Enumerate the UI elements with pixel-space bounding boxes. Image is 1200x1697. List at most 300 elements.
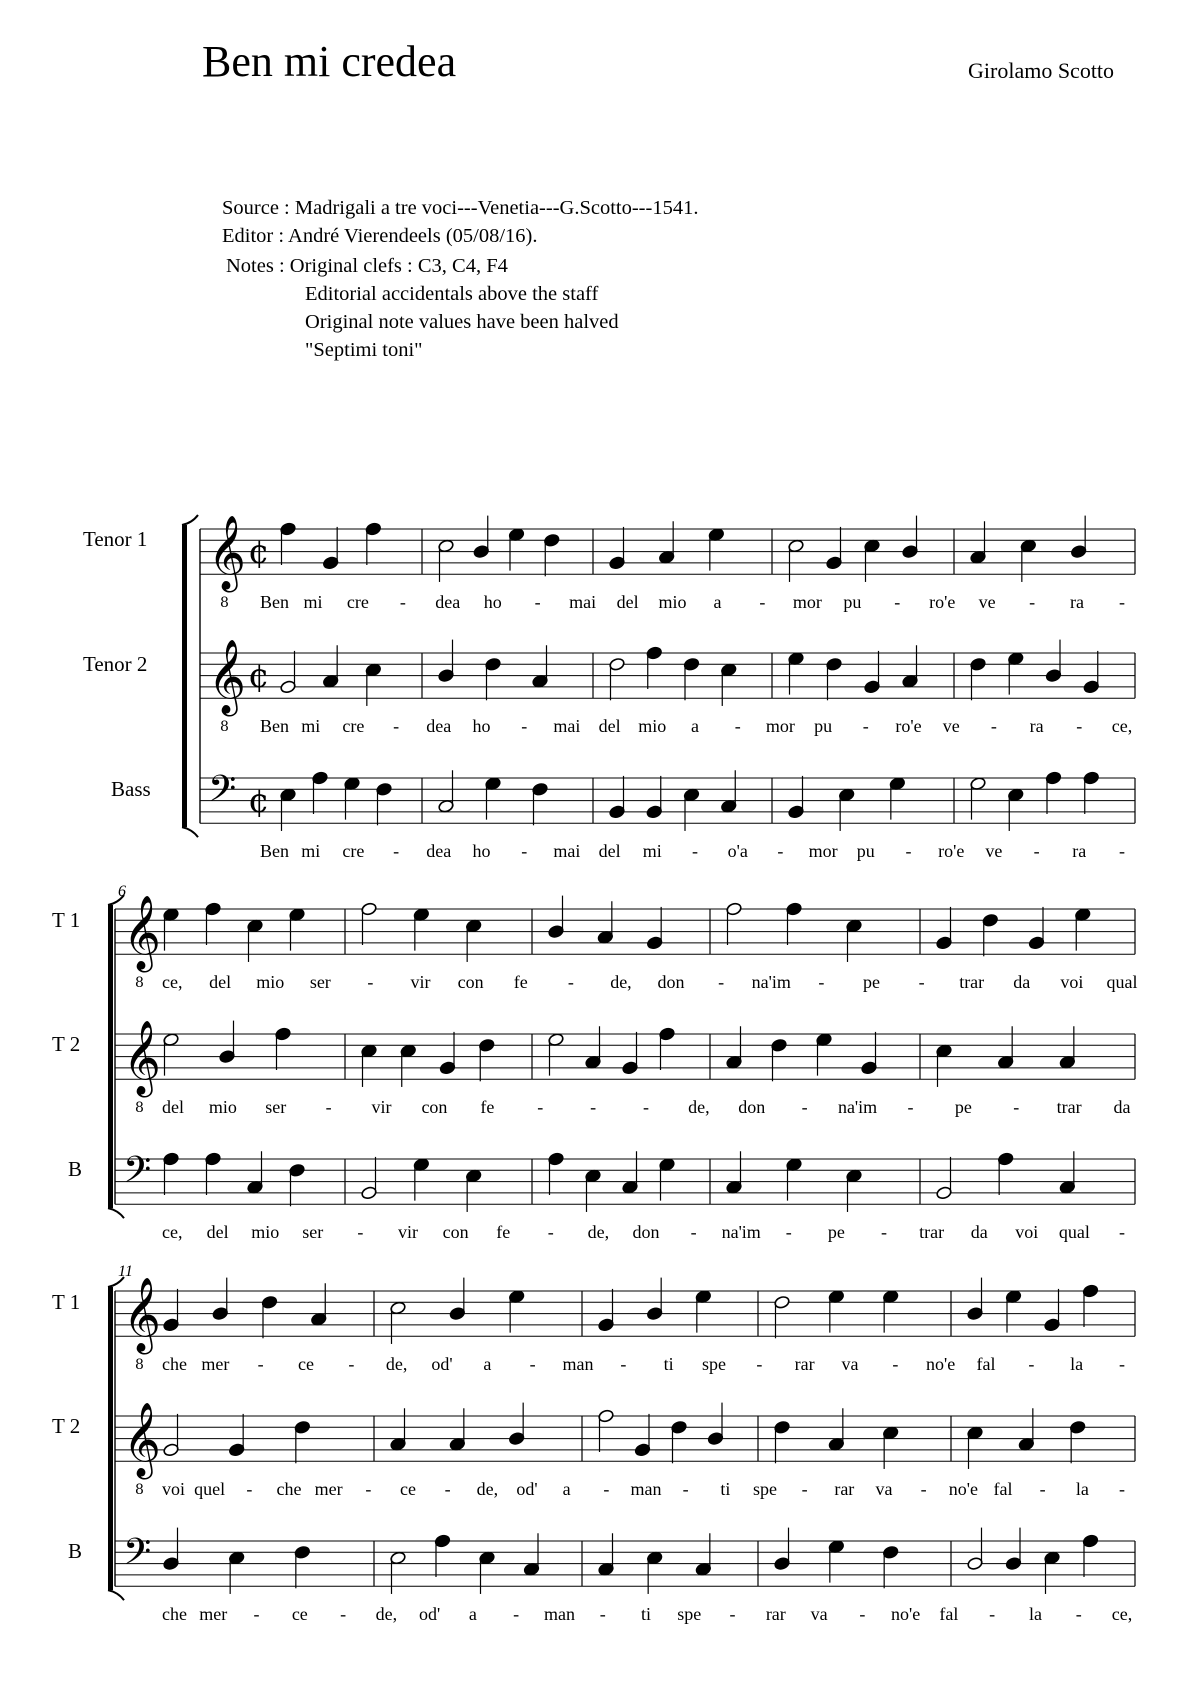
note-head — [390, 1437, 407, 1451]
note-head — [683, 788, 700, 802]
note-head — [413, 1158, 430, 1172]
lyric-syllable: o'a — [727, 841, 748, 861]
lyric-syllable: Ben — [260, 841, 289, 861]
lyric-syllable: na'im — [837, 1097, 878, 1117]
note-head — [163, 908, 180, 922]
lyric-syllable: - — [894, 592, 901, 612]
note-head — [438, 669, 455, 683]
note-head — [1083, 771, 1100, 785]
lyric-syllable: trar — [959, 972, 985, 992]
note-head — [646, 1551, 663, 1565]
note-head — [413, 908, 430, 922]
treble-clef-icon: 𝄞 — [123, 1021, 161, 1095]
lyric-syllable: - — [1039, 1479, 1046, 1499]
lyric-syllable: ser — [265, 1097, 287, 1117]
lyric-syllable: voi — [1015, 1222, 1039, 1242]
note-head — [882, 1545, 899, 1559]
lyric-syllable: rar — [834, 1479, 855, 1499]
note-head — [1070, 545, 1087, 559]
lyric-syllable: - — [718, 972, 725, 992]
note-head — [771, 1038, 788, 1052]
note-head — [882, 1426, 899, 1440]
lyric-syllable: fe — [496, 1222, 511, 1242]
note-head — [646, 1307, 663, 1321]
note-head — [1045, 771, 1062, 785]
lyric-syllable: pe — [954, 1097, 972, 1117]
lyric-syllable: con — [442, 1222, 469, 1242]
note-head — [1045, 669, 1062, 683]
lyric-syllable: ser — [309, 972, 331, 992]
note-head — [376, 782, 393, 796]
part-label-bass: Bass — [111, 777, 151, 801]
lyric-syllable: ra — [1070, 592, 1085, 612]
lyric-syllable: vir — [398, 1222, 418, 1242]
note-head — [228, 1551, 245, 1565]
lyric-syllable: - — [521, 716, 528, 736]
lyric-syllable: na'im — [721, 1222, 761, 1242]
lyric-syllable: Ben — [260, 716, 289, 736]
note-head — [205, 1152, 222, 1166]
note-head — [658, 550, 675, 564]
lyric-syllable: - — [777, 841, 784, 861]
lyric-syllable: dea — [435, 592, 461, 612]
note-head — [322, 556, 339, 570]
lyric-syllable: pu — [814, 716, 833, 736]
lyric-syllable: mor — [808, 841, 838, 861]
note-head — [788, 539, 805, 553]
lyric-syllable: - — [1119, 1222, 1125, 1242]
lyric-syllable: - — [892, 1354, 899, 1374]
note-head — [902, 674, 919, 688]
lyric-syllable: ce — [291, 1604, 308, 1624]
lyric-syllable: vir — [371, 1097, 392, 1117]
lyric-syllable: mi — [303, 592, 323, 612]
note-head — [434, 1534, 451, 1548]
lyric-syllable: - — [1075, 1604, 1082, 1624]
note-head — [720, 799, 737, 813]
note-head — [936, 936, 953, 950]
note-head — [1007, 652, 1024, 666]
lyric-syllable: quel — [194, 1479, 226, 1499]
lyric-syllable: - — [246, 1479, 253, 1499]
lyric-syllable: - — [682, 1479, 689, 1499]
lyric-syllable: - — [1119, 592, 1125, 612]
source-line: Source : Madrigali a tre voci---Venetia---G.Scotto---1541. — [222, 197, 699, 219]
lyric-syllable: od' — [431, 1354, 453, 1374]
note-head — [598, 1318, 615, 1332]
lyric-syllable: da — [1113, 1097, 1131, 1117]
note-head — [967, 1426, 984, 1440]
part-label-t2-sys2: T 2 — [52, 1032, 81, 1056]
lyric-syllable: - — [393, 716, 400, 736]
part-label-tenor2: Tenor 2 — [83, 652, 148, 676]
note-head — [634, 1443, 651, 1457]
lyric-syllable: mer — [199, 1604, 228, 1624]
note-head — [889, 777, 906, 791]
note-head — [508, 528, 525, 542]
note-head — [548, 1033, 565, 1047]
note-head — [788, 652, 805, 666]
note-head — [1082, 1534, 1099, 1548]
note-head — [280, 788, 297, 802]
lyric-syllable: che — [162, 1354, 187, 1374]
note-head — [967, 1557, 984, 1571]
note-head — [205, 902, 222, 916]
note-head — [838, 788, 855, 802]
note-head — [344, 777, 361, 791]
note-head — [788, 805, 805, 819]
note-head — [508, 1432, 525, 1446]
note-head — [365, 663, 382, 677]
lyric-syllable: dea — [426, 716, 452, 736]
part-label-b-sys3: B — [68, 1539, 83, 1563]
note-head — [622, 1180, 639, 1194]
note-head — [390, 1551, 407, 1565]
note-head — [322, 674, 339, 688]
lyric-syllable: pe — [862, 972, 880, 992]
lyric-syllable: cre — [342, 841, 365, 861]
note-head — [659, 1027, 676, 1041]
lyric-syllable: - — [537, 1097, 544, 1117]
note-head — [485, 777, 502, 791]
note-head — [280, 680, 297, 694]
note-head — [622, 1061, 639, 1075]
note-head — [683, 657, 700, 671]
note-head — [816, 1033, 833, 1047]
lyric-syllable: che — [276, 1479, 302, 1499]
lyric-syllable: - — [756, 1354, 763, 1374]
note-head — [695, 1562, 712, 1576]
lyric-syllable: fal — [993, 1479, 1013, 1499]
note-head — [598, 1562, 615, 1576]
lyric-syllable: - — [365, 1479, 372, 1499]
lyric-syllable: - — [357, 1222, 364, 1242]
lyric-syllable: cre — [342, 716, 365, 736]
cut-time-icon: ¢ — [248, 532, 270, 572]
note-head — [275, 1027, 292, 1041]
treble-clef-icon: 𝄞 — [208, 640, 246, 714]
note-head — [361, 1044, 378, 1058]
lyric-syllable: no'e — [891, 1604, 921, 1624]
note-head — [846, 1169, 863, 1183]
lyric-syllable: - — [590, 1097, 597, 1117]
lyric-syllable: ve — [985, 841, 1003, 861]
lyric-syllable: ra — [1072, 841, 1087, 861]
lyric-syllable: - — [521, 841, 528, 861]
lyric-syllable: ve — [942, 716, 960, 736]
lyric-syllable: voi — [1060, 972, 1084, 992]
note-head — [828, 1290, 845, 1304]
note-head — [465, 1169, 482, 1183]
note-head — [882, 1290, 899, 1304]
note-head — [646, 936, 663, 950]
lyric-syllable: ho — [483, 592, 502, 612]
lyric-syllable: pe — [827, 1222, 845, 1242]
note-head — [163, 1557, 180, 1571]
lyric-syllable: ti — [663, 1354, 674, 1374]
note-head — [659, 1158, 676, 1172]
lyric-syllable: - — [547, 1222, 554, 1242]
lyric-syllable: de, — [375, 1604, 398, 1624]
note-head — [438, 799, 455, 813]
lyric-syllable: - — [348, 1354, 355, 1374]
note-head — [609, 556, 626, 570]
note-head — [473, 545, 490, 559]
note-head — [247, 1180, 264, 1194]
lyric-syllable: ve — [978, 592, 996, 612]
cut-time-icon: ¢ — [248, 656, 270, 696]
lyric-syllable: del — [162, 1097, 184, 1117]
lyric-syllable: mer — [314, 1479, 343, 1499]
lyric-syllable: no'e — [948, 1479, 978, 1499]
lyric-syllable: dea — [426, 841, 452, 861]
note-head — [828, 1540, 845, 1554]
lyric-syllable: da — [970, 1222, 988, 1242]
lyric-syllable: va — [810, 1604, 828, 1624]
lyric-syllable: pu — [856, 841, 875, 861]
note-head — [997, 1055, 1014, 1069]
note-head — [478, 1038, 495, 1052]
page-title: Ben mi credea — [202, 37, 457, 86]
bracket-hook-top — [182, 515, 198, 525]
lyric-syllable: ro'e — [929, 592, 956, 612]
lyric-syllable: fe — [513, 972, 528, 992]
lyric-syllable: don — [657, 972, 685, 992]
note-head — [970, 777, 987, 791]
bass-clef-icon: 𝄢 — [123, 1149, 152, 1200]
note-head — [312, 771, 329, 785]
lyric-syllable: de, — [476, 1479, 499, 1499]
part-label-t1-sys2: T 1 — [52, 908, 81, 932]
lyric-syllable: la — [1075, 1479, 1089, 1499]
lyric-syllable: ce, — [162, 972, 183, 992]
note-head — [280, 522, 297, 536]
note-head — [1028, 936, 1045, 950]
note-head — [720, 663, 737, 677]
bracket-hook-bottom — [108, 1208, 124, 1218]
note-head — [936, 1044, 953, 1058]
lyric-syllable: cre — [346, 592, 369, 612]
note-head — [726, 1180, 743, 1194]
system-bracket — [108, 1287, 113, 1590]
lyric-syllable: - — [534, 592, 541, 612]
lyric-syllable: - — [759, 592, 766, 612]
bass-clef-icon: 𝄢 — [123, 1531, 152, 1582]
part-label-t2-sys3: T 2 — [52, 1414, 81, 1438]
lyric-syllable: - — [620, 1354, 627, 1374]
lyric-syllable: - — [1033, 841, 1040, 861]
lyric-syllable: fe — [480, 1097, 495, 1117]
lyric-syllable: - — [603, 1479, 610, 1499]
lyric-syllable: la — [1070, 1354, 1084, 1374]
lyric-syllable: Ben — [260, 592, 289, 612]
lyric-syllable: - — [734, 716, 741, 736]
note-head — [936, 1186, 953, 1200]
editor-line: Editor : André Vierendeels (05/08/16). — [222, 225, 538, 247]
lyric-syllable: - — [907, 1097, 914, 1117]
note-head — [726, 1055, 743, 1069]
note-head — [846, 919, 863, 933]
note-head — [163, 1443, 180, 1457]
lyric-syllable: va — [875, 1479, 893, 1499]
note-head — [548, 925, 565, 939]
lyric-syllable: - — [444, 1479, 451, 1499]
lyric-syllable: mio — [251, 1222, 280, 1242]
lyric-syllable: fal — [976, 1354, 996, 1374]
measure-number-6: 6 — [118, 883, 126, 900]
note-head — [523, 1562, 540, 1576]
lyric-syllable: - — [529, 1354, 536, 1374]
part-label-b-sys2: B — [68, 1157, 83, 1181]
note-head — [1074, 908, 1091, 922]
treble-clef-icon: 𝄞 — [123, 896, 161, 970]
note-head — [310, 1312, 327, 1326]
octave-eight-mark: 8 — [135, 1482, 144, 1498]
note-head — [247, 919, 264, 933]
note-head — [1059, 1055, 1076, 1069]
note-head — [261, 1295, 278, 1309]
lyric-syllable: rar — [794, 1354, 815, 1374]
lyric-syllable: - — [257, 1354, 264, 1374]
lyric-syllable: pu — [843, 592, 862, 612]
note-head — [479, 1551, 496, 1565]
note-head — [585, 1169, 602, 1183]
lyric-syllable: - — [393, 841, 400, 861]
lyric-syllable: a — [483, 1354, 492, 1374]
octave-eight-mark: 8 — [135, 1100, 144, 1116]
lyric-syllable: - — [643, 1097, 649, 1117]
lyric-syllable: - — [990, 716, 997, 736]
note-head — [970, 657, 987, 671]
note-head — [774, 1420, 791, 1434]
part-label-tenor1: Tenor 1 — [83, 527, 148, 551]
note-head — [294, 1545, 311, 1559]
bracket-hook-top — [108, 1277, 124, 1287]
lyric-syllable: - — [367, 972, 374, 992]
lyric-syllable: de, — [587, 1222, 610, 1242]
measure-number-11: 11 — [118, 1263, 133, 1280]
lyric-syllable: no'e — [926, 1354, 956, 1374]
note-head — [289, 1163, 306, 1177]
note-head — [212, 1307, 229, 1321]
note-head — [598, 1409, 615, 1423]
lyric-syllable: ce, — [1111, 1604, 1133, 1624]
lyric-syllable: - — [1013, 1097, 1020, 1117]
treble-clef-icon: 𝄞 — [123, 1403, 161, 1477]
note-head — [609, 805, 626, 819]
part-label-t1-sys3: T 1 — [52, 1290, 81, 1314]
note-head — [361, 902, 378, 916]
bracket-hook-bottom — [108, 1590, 124, 1600]
lyric-syllable: con — [421, 1097, 448, 1117]
bracket-hook-bottom — [182, 827, 198, 837]
note-head — [390, 1301, 407, 1315]
lyric-syllable: del — [209, 972, 232, 992]
lyric-syllable: trar — [919, 1222, 945, 1242]
lyric-syllable: - — [859, 1604, 866, 1624]
note-head — [967, 1307, 984, 1321]
lyric-syllable: ro'e — [938, 841, 965, 861]
lyric-syllable: - — [1029, 592, 1036, 612]
lyric-syllable: del — [616, 592, 639, 612]
lyric-syllable: - — [905, 841, 912, 861]
note-head — [532, 674, 549, 688]
note-head — [219, 1050, 236, 1064]
lyric-syllable: qual — [1058, 1222, 1090, 1242]
note-head — [671, 1420, 688, 1434]
note-head — [708, 528, 725, 542]
lyric-syllable: spe — [702, 1354, 726, 1374]
lyric-syllable: don — [632, 1222, 660, 1242]
lyric-syllable: - — [690, 1222, 697, 1242]
lyric-syllable: od' — [419, 1604, 441, 1624]
octave-eight-mark: 8 — [220, 595, 229, 611]
lyric-syllable: va — [841, 1354, 859, 1374]
lyric-syllable: mio — [256, 972, 285, 992]
note-head — [786, 902, 803, 916]
lyric-syllable: a — [691, 716, 699, 736]
lyric-syllable: man — [562, 1354, 594, 1374]
lyric-syllable: - — [801, 1097, 808, 1117]
note-head — [543, 533, 560, 547]
bracket-hook-top — [108, 895, 124, 905]
lyric-syllable: man — [543, 1604, 575, 1624]
note-head — [597, 930, 614, 944]
lyric-syllable: - — [801, 1479, 808, 1499]
lyric-syllable: - — [325, 1097, 332, 1117]
lyric-syllable: ce, — [162, 1222, 183, 1242]
note-head — [1044, 1318, 1061, 1332]
lyric-syllable: - — [567, 972, 574, 992]
note-head — [361, 1186, 378, 1200]
lyric-syllable: - — [881, 1222, 887, 1242]
composer-name: Girolamo Scotto — [968, 58, 1115, 83]
note-head — [828, 1437, 845, 1451]
lyric-syllable: od' — [516, 1479, 538, 1499]
note-head — [997, 1152, 1014, 1166]
lyric-syllable: mai — [553, 716, 581, 736]
octave-eight-mark: 8 — [135, 975, 144, 991]
note-head — [707, 1432, 724, 1446]
system-bracket — [182, 525, 187, 827]
lyric-syllable: con — [457, 972, 484, 992]
lyric-syllable: a — [713, 592, 722, 612]
lyric-syllable: - — [1119, 841, 1125, 861]
lyric-syllable: ro'e — [895, 716, 922, 736]
lyric-syllable: - — [513, 1604, 520, 1624]
note-head — [365, 522, 382, 536]
lyric-syllable: - — [1076, 716, 1083, 736]
lyric-syllable: - — [862, 716, 869, 736]
lyric-syllable: la — [1028, 1604, 1042, 1624]
note-head — [774, 1557, 791, 1571]
lyric-syllable: - — [729, 1604, 736, 1624]
lyric-syllable: - — [1119, 1354, 1125, 1374]
lyric-syllable: mor — [792, 592, 822, 612]
lyric-syllable: mer — [201, 1354, 230, 1374]
cut-time-icon: ¢ — [248, 781, 270, 821]
lyric-syllable: rar — [765, 1604, 786, 1624]
note-head — [1018, 1437, 1035, 1451]
note-head — [864, 539, 881, 553]
note-head — [774, 1295, 791, 1309]
lyric-syllable: de, — [688, 1097, 710, 1117]
lyric-syllable: mor — [765, 716, 795, 736]
lyric-syllable: del — [598, 716, 621, 736]
note-head — [532, 782, 549, 796]
note-head — [646, 805, 663, 819]
note-head — [548, 1152, 565, 1166]
